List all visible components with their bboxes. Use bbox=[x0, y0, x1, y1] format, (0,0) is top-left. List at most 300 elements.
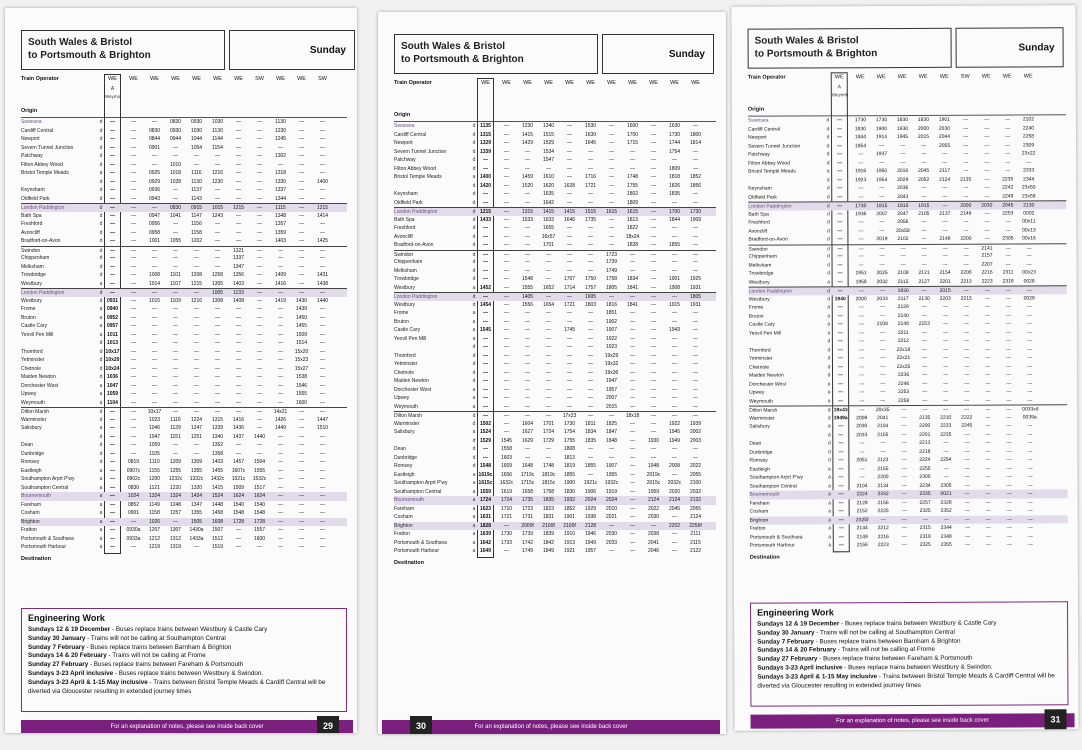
time-cell: 23x22 bbox=[1021, 150, 1036, 157]
time-cell: 1826 bbox=[668, 182, 681, 189]
time-cell: — bbox=[984, 193, 990, 200]
table-row bbox=[21, 186, 347, 195]
station-name: Portsmouth Harbour bbox=[394, 548, 440, 554]
time-cell: 1603 bbox=[500, 454, 513, 461]
time-cell: 1154 bbox=[212, 144, 223, 151]
time-cell: — bbox=[257, 205, 262, 211]
time-cell: — bbox=[962, 116, 968, 123]
timetable-header bbox=[21, 74, 347, 118]
time-cell: — bbox=[131, 297, 136, 304]
arr-dep-marker: d bbox=[472, 378, 476, 384]
time-cell: — bbox=[672, 514, 677, 520]
time-cell: 1608 bbox=[211, 518, 224, 525]
time-cell: — bbox=[215, 247, 220, 254]
time-cell: — bbox=[672, 471, 677, 478]
time-cell: — bbox=[152, 161, 157, 168]
time-cell: 1828 bbox=[479, 522, 492, 529]
time-cell: 1624 bbox=[232, 493, 245, 499]
time-cell: — bbox=[985, 533, 991, 540]
operator-code: WE bbox=[628, 80, 637, 86]
arr-dep-marker: d bbox=[472, 242, 476, 248]
time-cell: — bbox=[838, 457, 844, 464]
time-cell: 1315 bbox=[211, 416, 224, 423]
time-cell: — bbox=[1006, 414, 1012, 421]
time-cell: 1932c bbox=[604, 480, 619, 486]
time-cell: 1047 bbox=[106, 382, 119, 389]
time-cell: — bbox=[943, 397, 949, 404]
time-cell: — bbox=[483, 361, 488, 367]
time-cell: — bbox=[236, 340, 241, 346]
station-name: Thornford bbox=[748, 347, 771, 354]
time-cell: 1730 bbox=[668, 131, 681, 138]
time-cell: — bbox=[943, 465, 949, 472]
time-cell: 1950 bbox=[876, 168, 888, 175]
time-cell: — bbox=[278, 340, 283, 346]
time-cell: — bbox=[110, 518, 115, 525]
time-cell: — bbox=[504, 301, 509, 308]
time-cell: 2155 bbox=[877, 465, 889, 472]
time-cell: — bbox=[921, 142, 927, 149]
time-cell: — bbox=[588, 369, 593, 376]
arr-dep-marker: d bbox=[99, 409, 103, 415]
time-cell: 2153 bbox=[918, 320, 930, 327]
time-cell: — bbox=[320, 527, 325, 533]
arr-dep-marker: d bbox=[472, 251, 476, 258]
time-cell: — bbox=[320, 357, 325, 363]
origin-label: Origin bbox=[394, 112, 411, 118]
time-cell: — bbox=[504, 420, 509, 427]
time-cell: — bbox=[236, 331, 241, 338]
arr-dep-marker: a bbox=[99, 306, 103, 312]
time-cell: — bbox=[858, 312, 864, 319]
arr-dep-marker: a bbox=[99, 314, 103, 321]
time-cell: — bbox=[1006, 465, 1012, 472]
station-name: Dean bbox=[21, 442, 33, 448]
time-cell: — bbox=[900, 245, 906, 252]
time-cell: — bbox=[278, 476, 283, 482]
time-cell: — bbox=[278, 433, 283, 440]
time-cell: — bbox=[651, 199, 656, 206]
arr-dep-marker: d bbox=[826, 159, 830, 166]
time-cell: — bbox=[110, 535, 115, 542]
time-cell: — bbox=[483, 191, 488, 197]
engineering-date: Sunday 30 January bbox=[757, 629, 815, 637]
time-cell: — bbox=[964, 448, 970, 455]
time-cell: 1001 bbox=[148, 238, 161, 244]
time-cell: — bbox=[299, 144, 304, 151]
time-cell: — bbox=[278, 306, 283, 312]
table-row bbox=[21, 526, 347, 535]
time-cell: 1202 bbox=[190, 238, 203, 244]
time-cell: — bbox=[964, 380, 970, 387]
time-cell: 1728 bbox=[253, 518, 266, 525]
time-cell: — bbox=[879, 193, 885, 200]
time-cell: 1010 bbox=[169, 161, 182, 168]
time-cell: — bbox=[110, 178, 115, 185]
time-cell: — bbox=[942, 202, 948, 209]
time-cell: — bbox=[984, 320, 990, 327]
time-cell: — bbox=[942, 252, 948, 259]
time-cell: — bbox=[152, 290, 157, 296]
arr-dep-marker: d bbox=[826, 210, 830, 217]
time-cell: — bbox=[525, 165, 530, 172]
time-cell: 1615 bbox=[626, 209, 639, 215]
station-name: Maiden Newton bbox=[21, 374, 56, 380]
time-cell: 1655 bbox=[542, 225, 555, 231]
time-cell: 1604 bbox=[521, 420, 534, 427]
time-cell: — bbox=[236, 119, 241, 125]
time-cell: 2148 bbox=[897, 320, 909, 328]
time-cell: — bbox=[152, 340, 157, 346]
time-cell: — bbox=[963, 320, 969, 327]
time-cell: 1147 bbox=[191, 212, 202, 219]
time-cell: — bbox=[609, 233, 614, 240]
time-cell: — bbox=[320, 493, 325, 499]
arr-dep-marker: d bbox=[472, 209, 476, 215]
time-cell: 1400 bbox=[316, 178, 329, 185]
time-cell: — bbox=[320, 450, 325, 457]
arr-dep-marker: d bbox=[472, 216, 476, 223]
time-cell: — bbox=[257, 425, 262, 431]
arr-dep-marker: d bbox=[827, 363, 831, 370]
time-cell: — bbox=[1005, 159, 1011, 166]
time-cell: 1923 bbox=[855, 176, 867, 183]
time-cell: 2156 bbox=[856, 542, 868, 549]
title-box bbox=[748, 28, 952, 69]
time-cell: — bbox=[942, 245, 948, 252]
time-cell: 1519 bbox=[211, 544, 224, 550]
time-cell: 1230 bbox=[521, 123, 534, 129]
station-name: Yetminster bbox=[748, 355, 773, 362]
time-cell: — bbox=[194, 409, 199, 415]
time-cell: — bbox=[837, 142, 843, 149]
time-cell: 2024 bbox=[584, 497, 597, 503]
time-cell: 1755 bbox=[626, 182, 639, 189]
station-name: Bruton bbox=[748, 313, 764, 320]
time-cell: 1258 bbox=[211, 272, 224, 278]
time-cell: 1355 bbox=[190, 467, 203, 474]
arr-dep-marker: a bbox=[472, 310, 476, 316]
time-cell: — bbox=[1005, 227, 1011, 234]
time-cell: 1357 bbox=[274, 221, 287, 227]
time-cell: — bbox=[131, 382, 136, 389]
time-cell: — bbox=[236, 195, 241, 202]
time-cell: — bbox=[880, 516, 886, 523]
arr-dep-marker: d bbox=[99, 247, 103, 254]
station-name: Southampton Arprt P'wy bbox=[21, 476, 75, 482]
time-cell: — bbox=[320, 409, 325, 415]
time-cell: — bbox=[693, 199, 698, 206]
time-cell: — bbox=[693, 335, 698, 342]
time-cell: 1619c bbox=[478, 471, 493, 478]
arr-dep-marker: d bbox=[472, 233, 476, 240]
time-cell: — bbox=[236, 442, 241, 448]
time-cell: 1923 bbox=[605, 344, 618, 350]
time-cell: — bbox=[483, 454, 488, 461]
engineering-date: Sunday 27 February bbox=[757, 655, 818, 663]
station-name: Portsmouth Harbour bbox=[21, 544, 67, 550]
time-cell: 1757 bbox=[584, 284, 597, 291]
time-cell: — bbox=[858, 329, 864, 336]
time-cell: — bbox=[942, 329, 948, 336]
table-row bbox=[394, 343, 716, 352]
time-cell: 19x36 bbox=[604, 369, 619, 376]
arr-dep-marker: d bbox=[827, 372, 831, 379]
time-cell: — bbox=[609, 148, 614, 155]
operator-code: WE bbox=[981, 73, 991, 80]
time-cell: — bbox=[651, 420, 656, 427]
time-cell: — bbox=[962, 133, 969, 140]
station-name: Upwey bbox=[21, 391, 37, 397]
arr-dep-marker: d bbox=[472, 369, 476, 376]
time-cell: 2335 bbox=[919, 490, 931, 497]
time-cell: — bbox=[651, 233, 656, 240]
time-cell: 2007 bbox=[605, 395, 618, 401]
time-cell: 2024 bbox=[605, 497, 618, 503]
time-cell: — bbox=[693, 242, 698, 248]
time-cell: — bbox=[173, 450, 178, 457]
time-cell: — bbox=[651, 522, 656, 529]
time-cell: 1558 bbox=[500, 446, 513, 452]
time-cell: 1851 bbox=[605, 310, 618, 316]
time-cell: — bbox=[257, 144, 262, 151]
arr-dep-marker: a bbox=[472, 174, 476, 180]
table-row bbox=[21, 195, 347, 204]
time-cell: 2033 bbox=[605, 539, 618, 546]
time-cell: — bbox=[257, 382, 262, 389]
time-cell: 2234 bbox=[919, 482, 931, 489]
table-row bbox=[394, 360, 716, 369]
time-cell: — bbox=[131, 238, 136, 244]
time-cell: 2135 bbox=[919, 414, 931, 421]
time-cell: — bbox=[858, 159, 864, 166]
time-cell: — bbox=[257, 255, 262, 261]
arr-dep-marker: a bbox=[99, 467, 103, 474]
arr-dep-marker: a bbox=[828, 516, 832, 523]
time-cell: — bbox=[1006, 533, 1012, 540]
time-cell: — bbox=[651, 259, 656, 265]
time-cell: — bbox=[278, 391, 283, 397]
time-cell: 2154 bbox=[939, 269, 951, 276]
time-cell: 2224 bbox=[919, 456, 931, 463]
time-cell: — bbox=[173, 409, 178, 415]
time-cell: 2030 bbox=[647, 514, 660, 520]
time-cell: — bbox=[483, 335, 488, 342]
time-cell: — bbox=[504, 318, 509, 325]
table-row bbox=[394, 309, 716, 318]
time-cell: 1403 bbox=[211, 459, 224, 465]
time-cell: 1631 bbox=[479, 514, 492, 520]
time-cell: — bbox=[984, 167, 990, 174]
time-cell: — bbox=[693, 310, 698, 316]
time-cell: — bbox=[567, 267, 572, 274]
time-cell: 2019 bbox=[876, 236, 888, 243]
time-cell: 1633 bbox=[542, 216, 555, 223]
time-cell: — bbox=[299, 247, 304, 254]
time-cell: 2122 bbox=[689, 548, 702, 554]
station-name: London Paddington bbox=[748, 203, 792, 210]
time-cell: 1054 bbox=[190, 144, 203, 151]
time-cell: 0830 bbox=[169, 119, 182, 125]
station-name: Thornford bbox=[21, 348, 43, 355]
arr-dep-marker: a bbox=[827, 329, 831, 336]
time-cell: — bbox=[942, 261, 948, 268]
time-cell: — bbox=[152, 348, 157, 355]
time-cell: — bbox=[299, 416, 304, 423]
time-cell: — bbox=[525, 327, 530, 333]
time-cell: 1502 bbox=[479, 420, 492, 427]
time-cell: 2121 bbox=[918, 269, 930, 276]
station-name: Newport bbox=[394, 140, 413, 146]
time-cell: 1538 bbox=[295, 374, 308, 380]
time-cell: — bbox=[985, 371, 991, 378]
operator-code: SW bbox=[960, 73, 970, 80]
time-cell: — bbox=[672, 539, 677, 546]
time-cell: — bbox=[483, 378, 488, 384]
time-cell: — bbox=[651, 335, 656, 342]
time-cell: — bbox=[194, 399, 199, 406]
time-cell: 2008 bbox=[856, 414, 868, 421]
time-cell: — bbox=[504, 191, 509, 197]
time-cell: — bbox=[921, 235, 927, 242]
time-cell: 1415 bbox=[521, 131, 534, 138]
time-cell: — bbox=[525, 191, 530, 197]
time-cell: 00x13 bbox=[1022, 226, 1036, 233]
time-cell: — bbox=[483, 242, 488, 248]
train-operator-label: Train Operator bbox=[21, 76, 59, 82]
time-cell: 1158 bbox=[149, 510, 160, 516]
time-cell: — bbox=[173, 263, 178, 270]
time-cell: 1008 bbox=[148, 272, 161, 278]
time-cell: — bbox=[483, 225, 488, 231]
operator-code: WE bbox=[276, 76, 285, 82]
time-cell: — bbox=[320, 247, 325, 254]
time-cell: 1548 bbox=[232, 510, 245, 516]
arr-dep-marker: a bbox=[827, 312, 831, 319]
arr-dep-marker: a bbox=[827, 304, 831, 311]
time-cell: — bbox=[651, 165, 656, 172]
time-cell: — bbox=[257, 365, 262, 372]
time-cell: 1755 bbox=[563, 437, 576, 444]
time-cell: — bbox=[504, 148, 509, 155]
time-cell: — bbox=[257, 544, 262, 550]
arr-dep-marker: a bbox=[472, 522, 476, 529]
time-cell: — bbox=[194, 153, 199, 159]
engineering-work-title: Engineering Work bbox=[28, 613, 105, 623]
time-cell: — bbox=[630, 148, 635, 155]
time-cell: 1907 bbox=[605, 327, 618, 333]
time-cell: — bbox=[110, 153, 115, 159]
time-cell: — bbox=[131, 290, 136, 296]
table-row bbox=[394, 190, 716, 199]
table-row bbox=[21, 458, 347, 467]
time-cell: — bbox=[651, 148, 656, 155]
footer-bar bbox=[382, 720, 720, 734]
operator-code: WE bbox=[1002, 73, 1012, 80]
time-cell: — bbox=[588, 471, 593, 478]
time-cell: — bbox=[504, 378, 509, 384]
time-cell: — bbox=[567, 165, 572, 172]
operator-code: WE bbox=[171, 76, 180, 82]
time-cell: 2010 bbox=[605, 505, 618, 512]
time-cell: 1344 bbox=[274, 195, 287, 202]
time-cell: — bbox=[651, 216, 656, 223]
time-cell: 2056 bbox=[897, 218, 909, 226]
time-cell: — bbox=[693, 386, 698, 393]
arr-dep-marker: a bbox=[828, 508, 832, 515]
station-name: Romsey bbox=[749, 457, 768, 464]
time-cell: — bbox=[879, 288, 885, 295]
time-cell: — bbox=[257, 153, 262, 159]
time-cell: 2200 bbox=[960, 235, 972, 242]
time-cell: 1729 bbox=[542, 437, 555, 444]
time-cell: 1013 bbox=[106, 340, 119, 346]
time-cell: 0844 bbox=[148, 136, 161, 142]
time-cell: — bbox=[131, 187, 136, 193]
time-cell: — bbox=[110, 442, 115, 448]
time-cell: — bbox=[567, 335, 572, 342]
engineering-date: Sunday 30 January bbox=[28, 634, 86, 642]
page-title: South Wales & Bristol to Portsmouth & Brighton bbox=[401, 41, 524, 65]
arr-dep-marker: a bbox=[828, 525, 832, 532]
arr-dep-marker: a bbox=[828, 499, 831, 506]
time-cell: — bbox=[278, 501, 283, 508]
time-cell: — bbox=[1027, 464, 1033, 471]
time-cell: 2117 bbox=[939, 167, 951, 174]
time-cell: — bbox=[609, 165, 614, 172]
time-cell: — bbox=[236, 399, 241, 406]
time-cell: 2021 bbox=[605, 514, 618, 520]
time-cell: 1458 bbox=[211, 510, 224, 516]
time-cell: 1315 bbox=[479, 131, 492, 138]
time-cell: 1207 bbox=[148, 527, 161, 533]
time-cell: — bbox=[504, 242, 509, 248]
time-cell: — bbox=[299, 476, 304, 482]
time-cell: — bbox=[588, 233, 593, 240]
time-cell: — bbox=[630, 471, 635, 478]
time-cell: — bbox=[588, 361, 593, 367]
time-cell: — bbox=[963, 261, 969, 268]
table-row bbox=[21, 475, 347, 484]
operator-code: WE bbox=[213, 76, 222, 82]
time-cell: — bbox=[901, 482, 907, 489]
time-cell: 1329 bbox=[479, 140, 492, 146]
time-cell: — bbox=[880, 397, 886, 404]
time-cell: — bbox=[546, 369, 551, 376]
time-cell: 2047 bbox=[897, 210, 909, 217]
time-cell: — bbox=[651, 242, 656, 248]
time-cell: — bbox=[651, 403, 656, 410]
time-cell: — bbox=[837, 312, 843, 319]
time-cell: — bbox=[672, 395, 677, 401]
arr-dep-marker: d bbox=[99, 195, 103, 202]
time-cell: 1548 bbox=[479, 463, 492, 469]
time-cell: — bbox=[922, 406, 928, 413]
time-cell: — bbox=[984, 295, 990, 302]
time-cell: 1355 bbox=[190, 510, 203, 516]
time-cell: — bbox=[504, 225, 509, 231]
time-cell: — bbox=[921, 184, 927, 191]
time-cell: — bbox=[838, 516, 844, 523]
time-cell: 1340 bbox=[542, 123, 555, 129]
time-cell: 2000f bbox=[521, 522, 534, 529]
operator-code: WE bbox=[523, 80, 532, 86]
arr-dep-marker: a bbox=[99, 331, 103, 338]
time-cell: 1632c bbox=[499, 480, 514, 486]
time-cell: — bbox=[879, 159, 885, 166]
time-cell: 0936 bbox=[148, 187, 161, 193]
time-cell: — bbox=[278, 290, 283, 296]
